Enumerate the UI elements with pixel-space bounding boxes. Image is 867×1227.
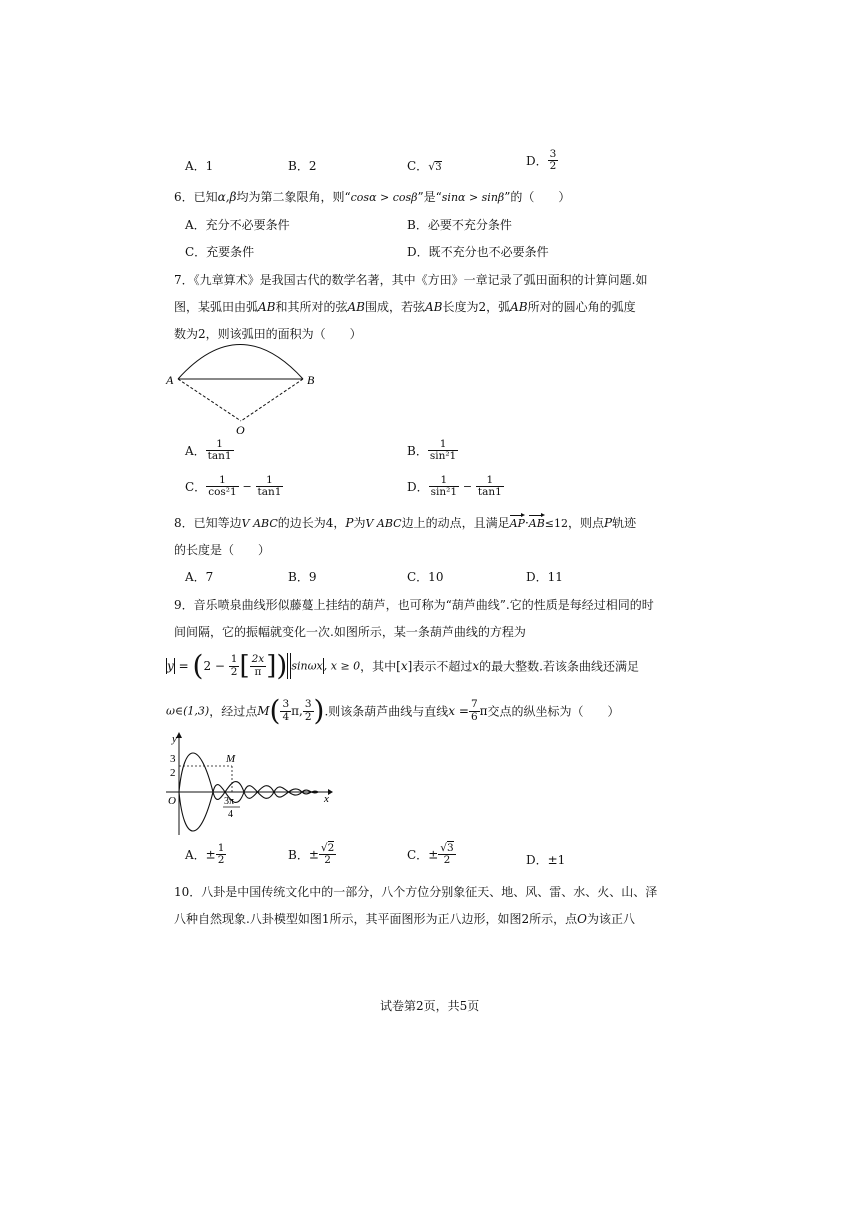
q9-m-y-fraction: $\frac{3}{2}$: [304, 698, 312, 723]
q9-option-a-fraction: $\frac{1}{2}$: [217, 842, 225, 867]
q8-option-c: C．10: [407, 570, 444, 584]
q9-option-c: C．± $\frac{√3}{2}$: [407, 842, 454, 867]
q7-line-3: 数为2，则该弧田的面积为（ ）: [174, 327, 362, 341]
q7-line-1: 7．《九章算术》是我国古代的数学名著，其中《方田》一章记录了弧田面积的计算问题.如: [174, 273, 648, 287]
q9-option-b-fraction: $\frac{√2}{2}$: [320, 842, 335, 867]
q7-option-c-fraction-1: $\frac{1}{\text{cos²1}}$: [208, 474, 237, 499]
q6-option-a: A．充分不必要条件: [185, 218, 290, 232]
curve-lower: [179, 785, 318, 831]
q7-line-2: 图，某弧田由弧AB和其所对的弦AB围成，若弦AB长度为2，弧AB所对的圆心角的弧度: [174, 300, 636, 314]
q6-stem: 6．已知α,β均为第二象限角，则“cosα > cosβ”是“sinα > sinβ”的（ ）: [174, 190, 571, 204]
q9-option-c-fraction: $\frac{√3}{2}$: [440, 842, 454, 867]
q10-line-2: 八种自然现象.八卦模型如图1所示，其平面图形为正八边形，如图2所示，点O为该正八: [174, 912, 635, 926]
q10-line-1: 10．八卦是中国传统文化中的一部分，八个方位分别象征天、地、风、雷、水、火、山、泽: [174, 885, 658, 899]
q6-option-c: C．充要条件: [185, 245, 255, 259]
label-m: M: [226, 753, 236, 765]
label-three-half-num: 3: [170, 753, 176, 765]
q5-option-c-label: C．: [407, 159, 429, 173]
q6-option-d: D．既不充分也不必要条件: [407, 245, 549, 259]
label-4: 4: [228, 809, 233, 820]
radius-oa: [178, 379, 241, 421]
q8-line-1: 8．已知等边V ABC的边长为4，P为V ABC边上的动点，且满足AP·AB≤12，则点P轨迹: [174, 516, 637, 530]
page-footer: 试卷第2页，共5页: [380, 999, 480, 1013]
label-x: x: [324, 793, 329, 805]
q9-option-b: B．± $\frac{√2}{2}$: [288, 842, 335, 867]
label-o: O: [236, 423, 245, 437]
label-three-half-den: 2: [170, 767, 176, 779]
arc-ab: [178, 345, 303, 380]
q5-option-d-fraction: $\frac{3}{2}$: [549, 148, 557, 173]
q9-option-a: A．± $\frac{1}{2}$: [185, 842, 225, 867]
q6-option-b: B．必要不充分条件: [407, 218, 512, 232]
q5-option-c: [407, 157, 442, 174]
y-axis-arrow: [176, 732, 182, 738]
q7-arc-figure: [160, 338, 330, 438]
q7-option-d-fraction-2: $\frac{1}{\tan 1}$: [477, 474, 502, 499]
q7-option-a: A． $\frac{1}{\tan 1}$: [185, 438, 232, 463]
radius-ob: [241, 379, 303, 421]
q7-option-d-fraction-1: $\frac{1}{\text{sin²1}}$: [430, 474, 458, 499]
q5-option-d: [526, 149, 558, 172]
q7-option-d: D． $\frac{1}{\text{sin²1}}$ − $\frac{1}{\tan 1}$: [407, 474, 502, 499]
q8-option-d: D．11: [526, 570, 563, 584]
q7-option-c: C． $\frac{1}{\text{cos²1}}$ − $\frac{1}{\tan 1}$: [185, 474, 282, 499]
q9-line-2: 间间隔，它的振幅就变化一次.如图所示，某一条葫芦曲线的方程为: [174, 625, 526, 639]
q9-line-x-fraction: $\frac{7}{6}$: [470, 698, 478, 723]
label-a: A: [166, 373, 174, 387]
q5-option-a: A．1: [185, 159, 214, 173]
q9-eq-2x-over-pi: $\frac{2x}{\pi}$: [251, 653, 265, 678]
label-3pi: 3π: [224, 796, 235, 807]
q9-gourd-curve-figure: [162, 730, 337, 840]
q9-line-1: 9．音乐喷泉曲线形似藤蔓上挂结的葫芦，也可称为“葫芦曲线”.它的性质是每经过相同的时: [174, 598, 654, 612]
curve-upper: [179, 753, 318, 799]
q9-line-4: ω∈(1,3)，经过点M( $\frac{3}{4}$ π, $\frac{3}{2}$ ).则该条葫芦曲线与直线x = $\frac{7}{6}$ π交点的纵坐标为（ ）: [166, 694, 620, 727]
q7-option-a-fraction: $\frac{1}{\tan 1}$: [207, 438, 232, 463]
label-b: B: [307, 373, 315, 387]
q9-eq-half: $\frac{1}{2}$: [230, 653, 238, 678]
q7-option-c-fraction-2: $\frac{1}{\tan 1}$: [257, 474, 282, 499]
q9-m-x-fraction: $\frac{3}{4}$: [282, 698, 290, 723]
q8-option-a: A．7: [185, 570, 214, 584]
q7-option-b-fraction: $\frac{1}{\text{sin²1}}$: [429, 438, 457, 463]
vector-ap: AP: [509, 517, 525, 530]
label-y: y: [172, 733, 177, 745]
q5-option-c-radicand: 3: [435, 162, 442, 173]
q9-equation-line: y = (2 − $\frac{1}{2}$ [ $\frac{2x}{\pi}$ ]) sinωx, x ≥ 0，其中[x]表示不超过x的最大整数.若该条曲线还满足: [167, 649, 639, 682]
q8-option-b: B．9: [288, 570, 317, 584]
q5-option-d-label: D．: [526, 154, 548, 169]
sqrt-symbol: √: [428, 160, 436, 173]
vector-ab: AB: [528, 517, 545, 530]
label-o: O: [168, 795, 176, 807]
q7-option-b: B． $\frac{1}{\text{sin²1}}$: [407, 438, 457, 463]
q9-option-d: D．±1: [526, 853, 566, 867]
q8-line-2: 的长度是（ ）: [174, 543, 271, 557]
q5-option-b: B．2: [288, 159, 317, 173]
